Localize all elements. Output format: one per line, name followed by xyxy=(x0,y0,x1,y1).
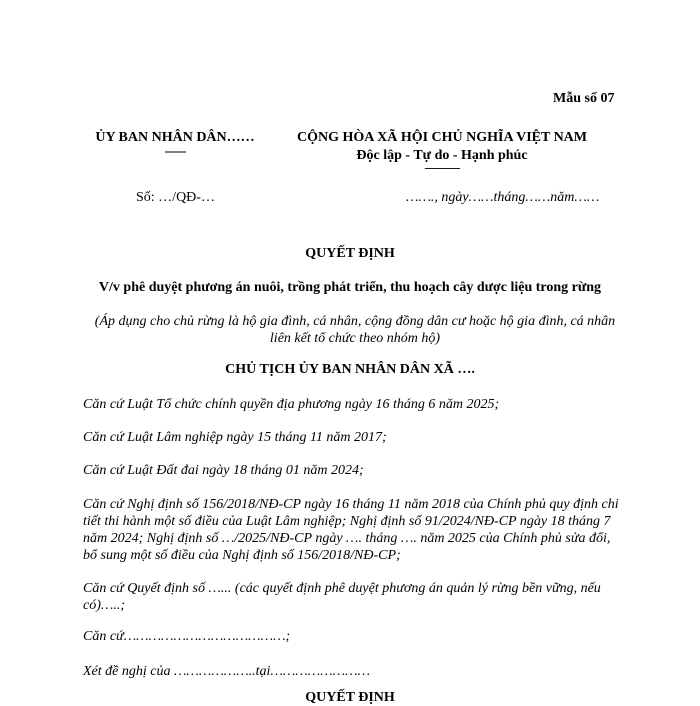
form-number: Mẫu số 07 xyxy=(553,91,615,106)
decision-heading: QUYẾT ĐỊNH xyxy=(305,690,395,705)
date-line: ……., ngày……tháng……năm…… xyxy=(406,190,600,205)
legal-basis-3: Căn cứ Luật Đất đai ngày 18 tháng 01 năm 2024; xyxy=(83,463,364,478)
document-number: Số: …/QĐ-… xyxy=(136,190,215,205)
legal-basis-2: Căn cứ Luật Lâm nghiệp ngày 15 tháng 11 năm 2017; xyxy=(83,430,387,445)
legal-basis-6: Căn cứ…………………………………; xyxy=(83,629,291,644)
agency-name: ỦY BAN NHÂN DÂN…… xyxy=(95,130,255,145)
document-title: QUYẾT ĐỊNH xyxy=(305,246,395,261)
document-subject: V/v phê duyệt phương án nuôi, trồng phát triển, thu hoạch cây dược liệu trong rừng xyxy=(98,280,602,295)
legal-basis-4: Căn cứ Nghị định số 156/2018/NĐ-CP ngày 16 tháng 11 năm 2018 của Chính phủ quy định chi tiết thi hành một số điều của Luật Lâm nghiệp; Nghị định số 91/2024/NĐ-CP ngày 18 tháng 7 năm 2024; Nghị định số …/2025/NĐ-CP ngày …. tháng …. năm 2025 của Chính phủ sửa đổi, bổ sung một số điều của Nghị định số 156/2018/NĐ-CP; xyxy=(83,497,619,563)
national-motto: Độc lập - Tự do - Hạnh phúc xyxy=(356,148,528,163)
agency-divider: ------- xyxy=(164,144,186,158)
scope-note: (Áp dụng cho chủ rừng là hộ gia đình, cá nhân, cộng đồng dân cư hoặc hộ gia đình, cá nhân liên kết tổ chức theo nhóm hộ) xyxy=(94,314,616,346)
authority-heading: CHỦ TỊCH ỦY BAN NHÂN DÂN XÃ …. xyxy=(225,362,475,377)
motto-divider: --------------- xyxy=(424,163,460,174)
legal-basis-5: Căn cứ Quyết định số …... (các quyết định phê duyệt phương án quản lý rừng bền vững, nếu có)…..; xyxy=(83,581,601,613)
proposal-line: Xét đề nghị của ………………..tại…………………… xyxy=(83,664,371,679)
country-name: CỘNG HÒA XÃ HỘI CHỦ NGHĨA VIỆT NAM xyxy=(296,130,587,145)
legal-basis-1: Căn cứ Luật Tổ chức chính quyền địa phương ngày 16 tháng 6 năm 2025; xyxy=(83,397,500,412)
